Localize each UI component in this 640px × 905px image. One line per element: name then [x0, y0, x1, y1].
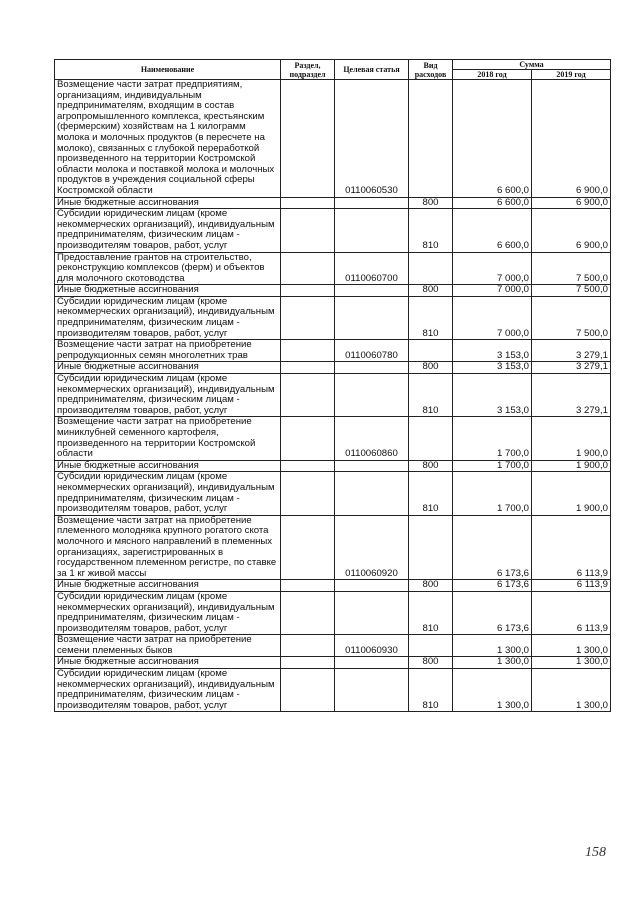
cell-type: [409, 340, 453, 362]
cell-type: 800: [409, 657, 453, 669]
header-section: Раздел, подраздел: [281, 60, 335, 80]
cell-y2018: 1 300,0: [453, 669, 532, 712]
table-row: [55, 417, 611, 460]
cell-y2019: 1 300,0: [532, 669, 611, 712]
cell-target: [335, 460, 409, 472]
cell-target: [335, 296, 409, 339]
table-row: [55, 80, 611, 198]
cell-y2018: 1 700,0: [453, 472, 532, 515]
cell-target: 0110060700: [335, 252, 409, 285]
cell-y2018: 3 153,0: [453, 340, 532, 362]
cell-y2019: 6 113,9: [532, 580, 611, 592]
cell-section: [281, 340, 335, 362]
cell-name: Возмещение части затрат предприятиям, организациям, индивидуальным предпринимателям, входящим в состав агропромышленного комплекса, крестьянским (фермерским) хозяйствам на 1 килограмм молока и молочных продуктов (в пересчете на молоко), связанных с глубокой переработкой произведенного на территории Костромской области молока и поставкой молока и молочных продуктов в учреждения социальной сферы Костромской области: [55, 80, 281, 198]
cell-section: [281, 657, 335, 669]
cell-name: Иные бюджетные ассигнования: [55, 285, 281, 297]
table-row: [55, 515, 611, 580]
cell-type: 810: [409, 374, 453, 417]
cell-name: Субсидии юридическим лицам (кроме некоммерческих организаций), индивидуальным предпринимателям, физическим лицам - производителям товаров, работ, услуг: [55, 296, 281, 339]
cell-y2019: 1 900,0: [532, 460, 611, 472]
cell-type: 800: [409, 580, 453, 592]
cell-section: [281, 580, 335, 592]
cell-y2018: 3 153,0: [453, 362, 532, 374]
cell-y2019: 6 113,9: [532, 515, 611, 580]
cell-y2018: 6 173,6: [453, 591, 532, 634]
cell-type: 810: [409, 472, 453, 515]
cell-y2018: 1 300,0: [453, 657, 532, 669]
table-row: [55, 669, 611, 712]
header-expense-type: Вид расходов: [409, 60, 453, 80]
cell-target: [335, 285, 409, 297]
table-row: [55, 580, 611, 592]
cell-type: [409, 635, 453, 657]
cell-section: [281, 80, 335, 198]
cell-section: [281, 209, 335, 252]
cell-target: [335, 669, 409, 712]
cell-target: [335, 197, 409, 209]
cell-y2018: 1 300,0: [453, 635, 532, 657]
cell-name: Возмещение части затрат на приобретение миниклубней семенного картофеля, произведенного на территории Костромской области: [55, 417, 281, 460]
table-row: [55, 340, 611, 362]
cell-section: [281, 362, 335, 374]
cell-name: Возмещение части затрат на приобретение племенного молодняка крупного рогатого скота молочного и мясного направлений в племенных организациях, зарегистрированных в государственном племенном регистре, по ставке за 1 кг живой массы: [55, 515, 281, 580]
table-row: [55, 362, 611, 374]
cell-section: [281, 197, 335, 209]
table-row: [55, 209, 611, 252]
header-name: Наименование: [55, 60, 281, 80]
cell-target: [335, 472, 409, 515]
table-body: [55, 80, 611, 712]
cell-y2019: 7 500,0: [532, 252, 611, 285]
cell-type: 800: [409, 285, 453, 297]
page-number: 158: [585, 845, 606, 860]
table-row: [55, 591, 611, 634]
cell-target: 0110060780: [335, 340, 409, 362]
table-row: [55, 657, 611, 669]
cell-type: 810: [409, 209, 453, 252]
cell-y2019: 6 900,0: [532, 209, 611, 252]
cell-name: Субсидии юридическим лицам (кроме некоммерческих организаций), индивидуальным предпринимателям, физическим лицам - производителям товаров, работ, услуг: [55, 374, 281, 417]
cell-section: [281, 296, 335, 339]
cell-target: 0110060530: [335, 80, 409, 198]
table-row: [55, 197, 611, 209]
table-row: [55, 252, 611, 285]
cell-type: 810: [409, 296, 453, 339]
cell-type: 800: [409, 362, 453, 374]
table-row: [55, 460, 611, 472]
cell-y2019: 1 900,0: [532, 472, 611, 515]
cell-name: Субсидии юридическим лицам (кроме некоммерческих организаций), индивидуальным предпринимателям, физическим лицам - производителям товаров, работ, услуг: [55, 209, 281, 252]
cell-type: 810: [409, 591, 453, 634]
cell-y2018: 6 600,0: [453, 197, 532, 209]
cell-y2019: 3 279,1: [532, 374, 611, 417]
cell-y2018: 6 173,6: [453, 580, 532, 592]
header-target: Целевая статья: [335, 60, 409, 80]
budget-table: [54, 59, 611, 712]
cell-y2018: 3 153,0: [453, 374, 532, 417]
table-row: [55, 472, 611, 515]
table-header: [55, 60, 611, 80]
cell-type: [409, 417, 453, 460]
cell-target: 0110060860: [335, 417, 409, 460]
cell-target: [335, 362, 409, 374]
cell-name: Иные бюджетные ассигнования: [55, 580, 281, 592]
cell-y2018: 6 600,0: [453, 209, 532, 252]
cell-y2018: 6 600,0: [453, 80, 532, 198]
cell-y2018: 1 700,0: [453, 460, 532, 472]
cell-section: [281, 669, 335, 712]
cell-y2019: 3 279,1: [532, 362, 611, 374]
cell-section: [281, 285, 335, 297]
cell-y2018: 7 000,0: [453, 252, 532, 285]
cell-name: Иные бюджетные ассигнования: [55, 460, 281, 472]
table-row: [55, 635, 611, 657]
cell-section: [281, 472, 335, 515]
cell-target: [335, 580, 409, 592]
cell-y2019: 1 300,0: [532, 657, 611, 669]
cell-y2019: 7 500,0: [532, 285, 611, 297]
cell-target: 0110060920: [335, 515, 409, 580]
cell-section: [281, 417, 335, 460]
cell-name: Иные бюджетные ассигнования: [55, 197, 281, 209]
cell-name: Субсидии юридическим лицам (кроме некоммерческих организаций), индивидуальным предпринимателям, физическим лицам - производителям товаров, работ, услуг: [55, 472, 281, 515]
cell-y2019: 3 279,1: [532, 340, 611, 362]
header-sum: Сумма: [453, 60, 611, 70]
cell-type: 810: [409, 669, 453, 712]
cell-name: Субсидии юридическим лицам (кроме некоммерческих организаций), индивидуальным предпринимателям, физическим лицам - производителям товаров, работ, услуг: [55, 591, 281, 634]
cell-y2019: 6 900,0: [532, 80, 611, 198]
cell-target: [335, 591, 409, 634]
cell-y2018: 7 000,0: [453, 296, 532, 339]
cell-name: Предоставление грантов на строительство, реконструкцию комплексов (ферм) и объектов для молочного скотоводства: [55, 252, 281, 285]
table-row: [55, 296, 611, 339]
cell-section: [281, 460, 335, 472]
cell-section: [281, 252, 335, 285]
cell-y2019: 1 900,0: [532, 417, 611, 460]
cell-name: Возмещение части затрат на приобретение репродукционных семян многолетних трав: [55, 340, 281, 362]
cell-type: [409, 252, 453, 285]
cell-y2019: 1 300,0: [532, 635, 611, 657]
header-year-2018: 2018 год: [453, 70, 532, 80]
cell-target: 0110060930: [335, 635, 409, 657]
cell-section: [281, 591, 335, 634]
cell-type: [409, 80, 453, 198]
cell-y2019: 6 900,0: [532, 197, 611, 209]
table-row: [55, 374, 611, 417]
cell-target: [335, 209, 409, 252]
cell-y2018: 6 173,6: [453, 515, 532, 580]
cell-target: [335, 374, 409, 417]
cell-type: 800: [409, 197, 453, 209]
cell-type: [409, 515, 453, 580]
cell-y2018: 1 700,0: [453, 417, 532, 460]
cell-target: [335, 657, 409, 669]
cell-name: Иные бюджетные ассигнования: [55, 362, 281, 374]
cell-type: 800: [409, 460, 453, 472]
cell-y2019: 7 500,0: [532, 296, 611, 339]
cell-section: [281, 515, 335, 580]
cell-y2019: 6 113,9: [532, 591, 611, 634]
cell-name: Возмещение части затрат на приобретение семени племенных быков: [55, 635, 281, 657]
header-year-2019: 2019 год: [532, 70, 611, 80]
cell-section: [281, 635, 335, 657]
cell-name: Иные бюджетные ассигнования: [55, 657, 281, 669]
table-row: [55, 285, 611, 297]
cell-name: Субсидии юридическим лицам (кроме некоммерческих организаций), индивидуальным предпринимателям, физическим лицам - производителям товаров, работ, услуг: [55, 669, 281, 712]
cell-section: [281, 374, 335, 417]
cell-y2018: 7 000,0: [453, 285, 532, 297]
